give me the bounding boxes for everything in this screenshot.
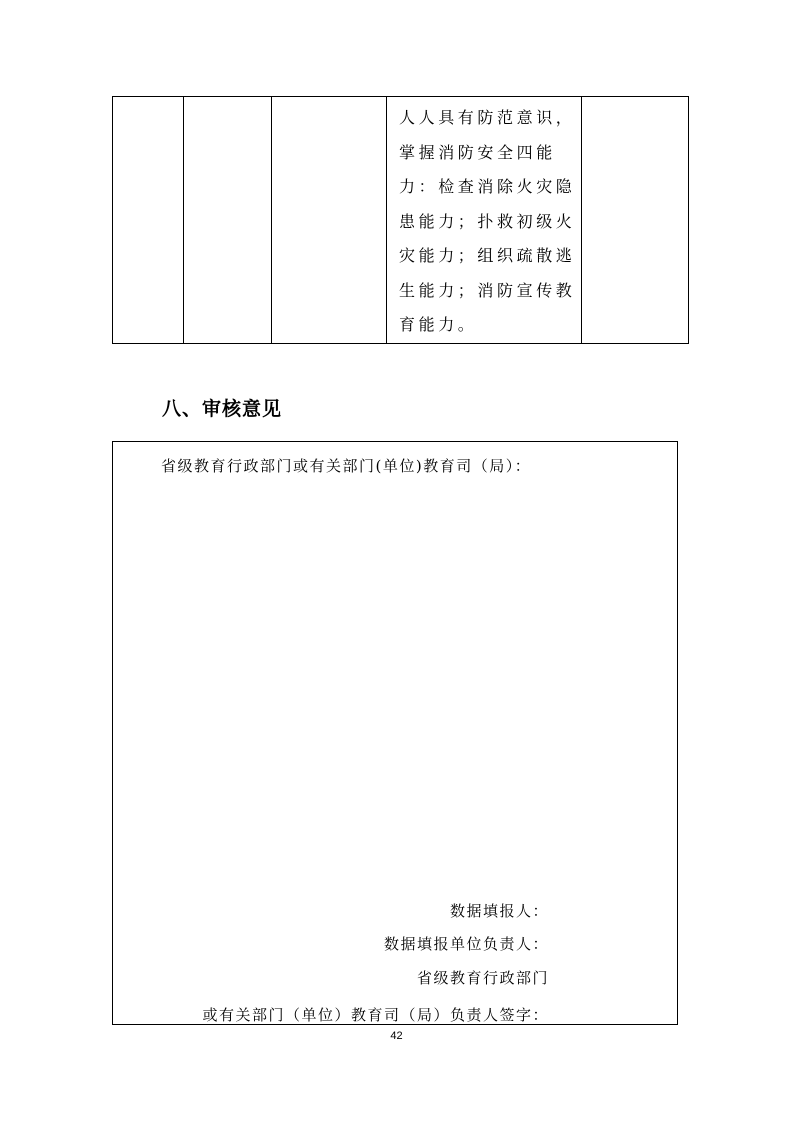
text-line: 患能力；扑救初级火: [399, 211, 576, 231]
fire-safety-text: [387, 97, 581, 343]
table-cell-4: [387, 97, 582, 344]
text-line: 灾能力；组织疏散逃: [399, 246, 576, 265]
table-row: [113, 97, 689, 344]
table-cell-5: [582, 97, 689, 344]
signature-data-filler: 数据填报人：: [449, 902, 549, 920]
table-cell-2: [184, 97, 272, 344]
text-line: 生能力；消防宣传教: [399, 280, 576, 300]
continued-table: [112, 96, 689, 344]
section-title: 八、审核意见: [162, 398, 283, 420]
signature-department-line: 省级教育行政部门: [416, 969, 549, 987]
page-number: 42: [390, 1030, 403, 1042]
text-line: 掌握消防安全四能: [399, 142, 556, 162]
table-cell-3: [272, 97, 387, 344]
opinion-header: 省级教育行政部门或有关部门(单位)教育司（局）：: [161, 457, 532, 475]
signature-unit-leader: 数据填报单位负责人：: [383, 935, 549, 953]
signature-bureau-leader: 或有关部门（单位）教育司（局）负责人签字：: [202, 1006, 549, 1024]
review-opinion-box: [112, 441, 678, 1025]
text-line: 人人具有防范意识，: [399, 108, 576, 127]
table-cell-1: [113, 97, 184, 344]
text-line: 力：检查消除火灾隐: [399, 177, 576, 196]
text-line: 育能力。: [399, 315, 478, 334]
